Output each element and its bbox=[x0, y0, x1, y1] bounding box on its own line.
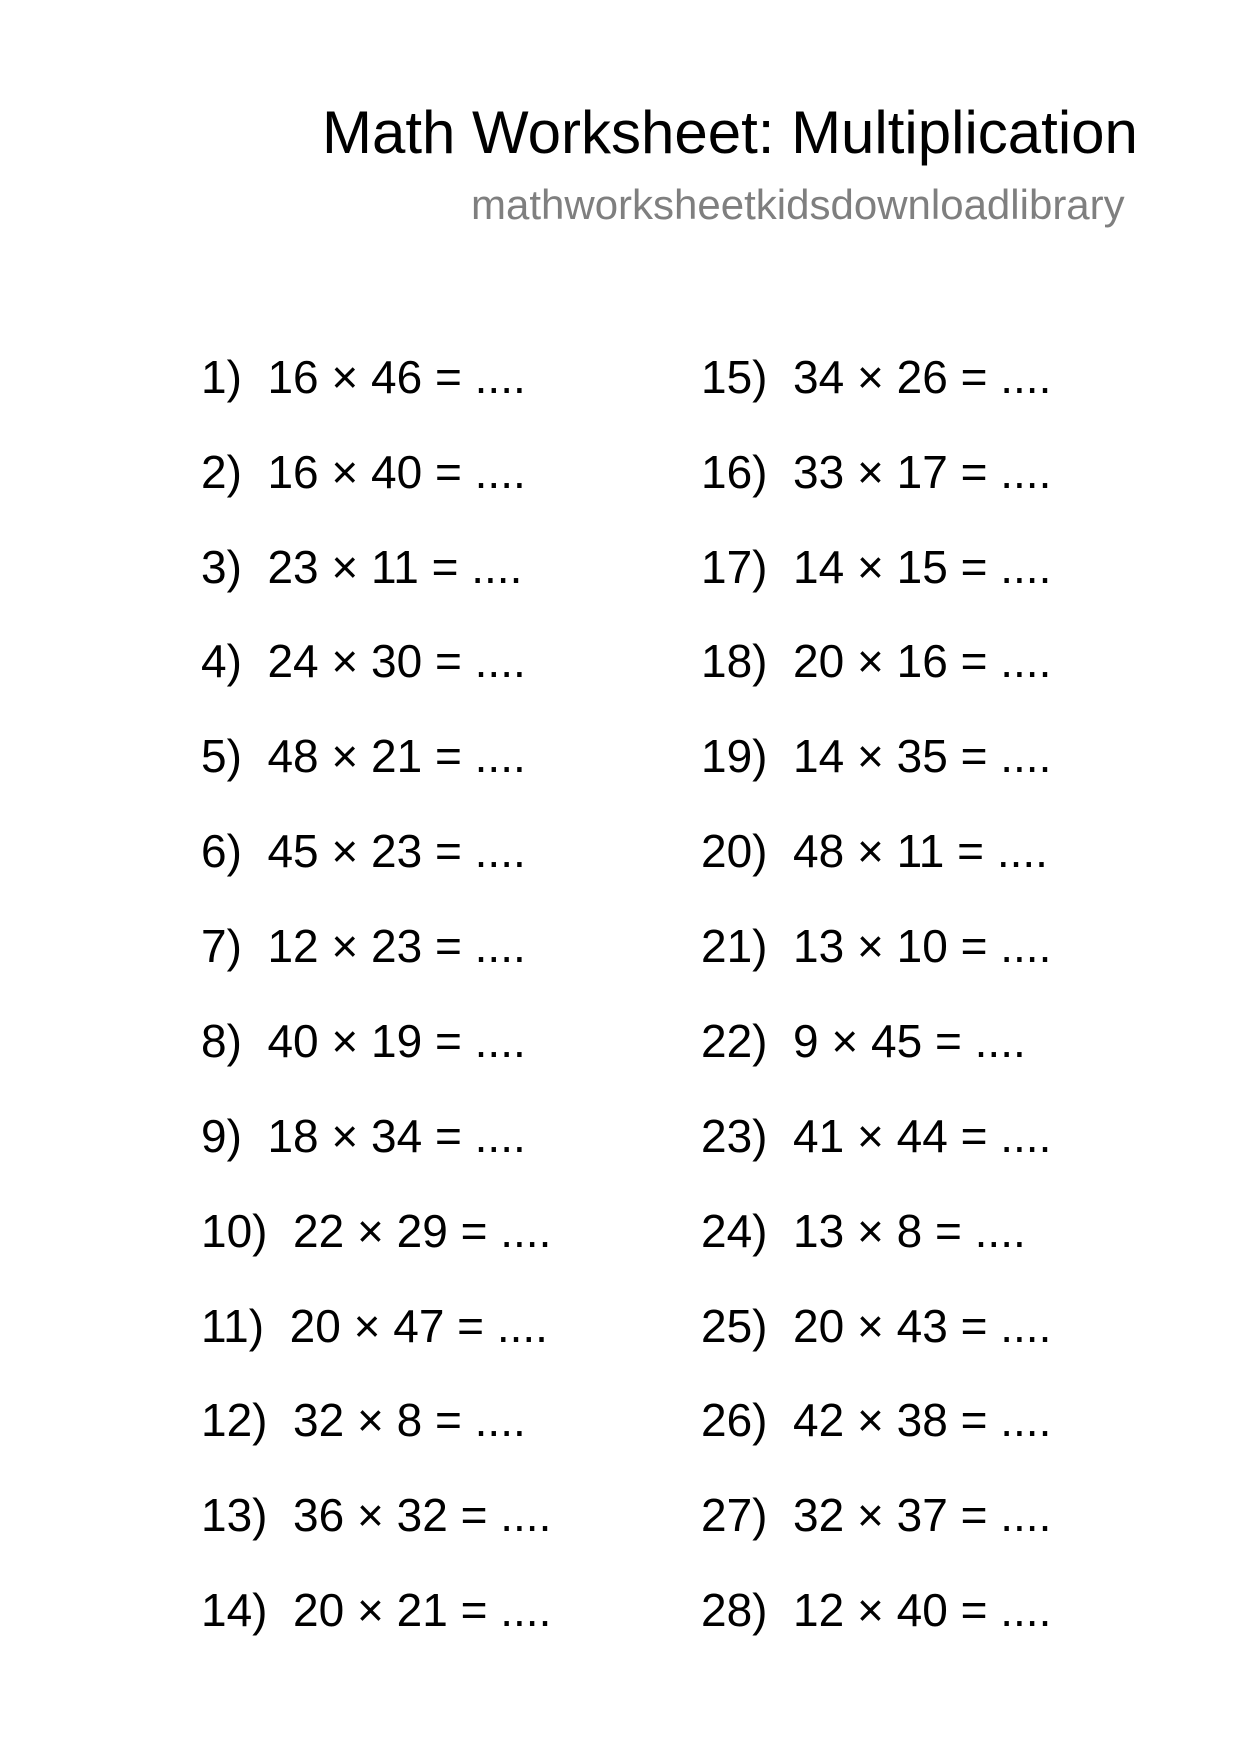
problem-expression: 13 × 10 = .... bbox=[793, 920, 1052, 972]
problem-expression: 14 × 35 = .... bbox=[793, 730, 1052, 782]
problem-6 bbox=[201, 824, 526, 878]
problem-expression: 48 × 11 = .... bbox=[793, 825, 1048, 877]
problem-number: 3) bbox=[201, 541, 242, 593]
problem-4 bbox=[201, 634, 526, 688]
problem-number: 17) bbox=[701, 541, 768, 593]
problem-number: 11) bbox=[201, 1300, 265, 1352]
problem-5 bbox=[201, 729, 526, 783]
problem-expression: 20 × 21 = .... bbox=[293, 1584, 552, 1636]
problem-26 bbox=[701, 1393, 1051, 1447]
problem-expression: 14 × 15 = .... bbox=[793, 541, 1052, 593]
problem-number: 27) bbox=[701, 1489, 768, 1541]
problem-expression: 33 × 17 = .... bbox=[793, 446, 1052, 498]
problem-expression: 12 × 40 = .... bbox=[793, 1584, 1052, 1636]
problem-number: 10) bbox=[201, 1205, 268, 1257]
problem-number: 4) bbox=[201, 635, 242, 687]
problem-18 bbox=[701, 634, 1051, 688]
problem-number: 26) bbox=[701, 1394, 768, 1446]
problem-number: 15) bbox=[701, 351, 768, 403]
problem-3 bbox=[201, 540, 522, 594]
problem-19 bbox=[701, 729, 1051, 783]
problem-expression: 42 × 38 = .... bbox=[793, 1394, 1052, 1446]
problem-28 bbox=[701, 1583, 1051, 1637]
problem-number: 13) bbox=[201, 1489, 268, 1541]
problem-23 bbox=[701, 1109, 1051, 1163]
worksheet-title: Math Worksheet: Multiplication bbox=[322, 99, 1138, 166]
worksheet-subtitle: mathworksheetkidsdownloadlibrary bbox=[471, 181, 1125, 228]
problem-number: 16) bbox=[701, 446, 768, 498]
problem-12 bbox=[201, 1393, 526, 1447]
problem-number: 7) bbox=[201, 920, 242, 972]
problem-number: 5) bbox=[201, 730, 242, 782]
problem-number: 12) bbox=[201, 1394, 268, 1446]
problem-20 bbox=[701, 824, 1048, 878]
problem-22 bbox=[701, 1014, 1026, 1068]
problem-expression: 16 × 46 = .... bbox=[267, 351, 526, 403]
problem-13 bbox=[201, 1488, 551, 1542]
problem-expression: 32 × 8 = .... bbox=[293, 1394, 526, 1446]
problem-17 bbox=[701, 540, 1051, 594]
problem-expression: 34 × 26 = .... bbox=[793, 351, 1052, 403]
problem-number: 9) bbox=[201, 1110, 242, 1162]
problem-expression: 13 × 8 = .... bbox=[793, 1205, 1026, 1257]
problem-number: 28) bbox=[701, 1584, 768, 1636]
problem-number: 6) bbox=[201, 825, 242, 877]
problem-expression: 18 × 34 = .... bbox=[267, 1110, 526, 1162]
problem-expression: 20 × 47 = .... bbox=[289, 1300, 548, 1352]
problem-10 bbox=[201, 1204, 551, 1258]
problem-24 bbox=[701, 1204, 1026, 1258]
problem-14 bbox=[201, 1583, 551, 1637]
problem-15 bbox=[701, 350, 1051, 404]
problem-number: 25) bbox=[701, 1300, 768, 1352]
problem-expression: 24 × 30 = .... bbox=[267, 635, 526, 687]
problem-27 bbox=[701, 1488, 1051, 1542]
problem-expression: 41 × 44 = .... bbox=[793, 1110, 1052, 1162]
problem-number: 24) bbox=[701, 1205, 768, 1257]
problem-number: 2) bbox=[201, 446, 242, 498]
problem-expression: 32 × 37 = .... bbox=[793, 1489, 1052, 1541]
problem-expression: 36 × 32 = .... bbox=[293, 1489, 552, 1541]
problem-number: 23) bbox=[701, 1110, 768, 1162]
problem-number: 18) bbox=[701, 635, 768, 687]
problem-expression: 22 × 29 = .... bbox=[293, 1205, 552, 1257]
problem-expression: 20 × 16 = .... bbox=[793, 635, 1052, 687]
problem-expression: 9 × 45 = .... bbox=[793, 1015, 1026, 1067]
problem-expression: 45 × 23 = .... bbox=[267, 825, 526, 877]
problem-number: 19) bbox=[701, 730, 768, 782]
problem-2 bbox=[201, 445, 526, 499]
problem-expression: 40 × 19 = .... bbox=[267, 1015, 526, 1067]
problem-7 bbox=[201, 919, 526, 973]
problem-21 bbox=[701, 919, 1051, 973]
problem-number: 8) bbox=[201, 1015, 242, 1067]
problem-number: 21) bbox=[701, 920, 768, 972]
problem-number: 20) bbox=[701, 825, 768, 877]
problem-expression: 23 × 11 = .... bbox=[267, 541, 523, 593]
problem-8 bbox=[201, 1014, 526, 1068]
problem-expression: 16 × 40 = .... bbox=[267, 446, 526, 498]
problem-expression: 12 × 23 = .... bbox=[267, 920, 526, 972]
problem-number: 14) bbox=[201, 1584, 268, 1636]
problem-16 bbox=[701, 445, 1051, 499]
problem-11 bbox=[201, 1299, 548, 1353]
problem-25 bbox=[701, 1299, 1051, 1353]
problem-9 bbox=[201, 1109, 526, 1163]
problem-number: 1) bbox=[201, 351, 242, 403]
problem-expression: 48 × 21 = .... bbox=[267, 730, 526, 782]
problem-expression: 20 × 43 = .... bbox=[793, 1300, 1052, 1352]
problem-number: 22) bbox=[701, 1015, 768, 1067]
problem-1 bbox=[201, 350, 526, 404]
